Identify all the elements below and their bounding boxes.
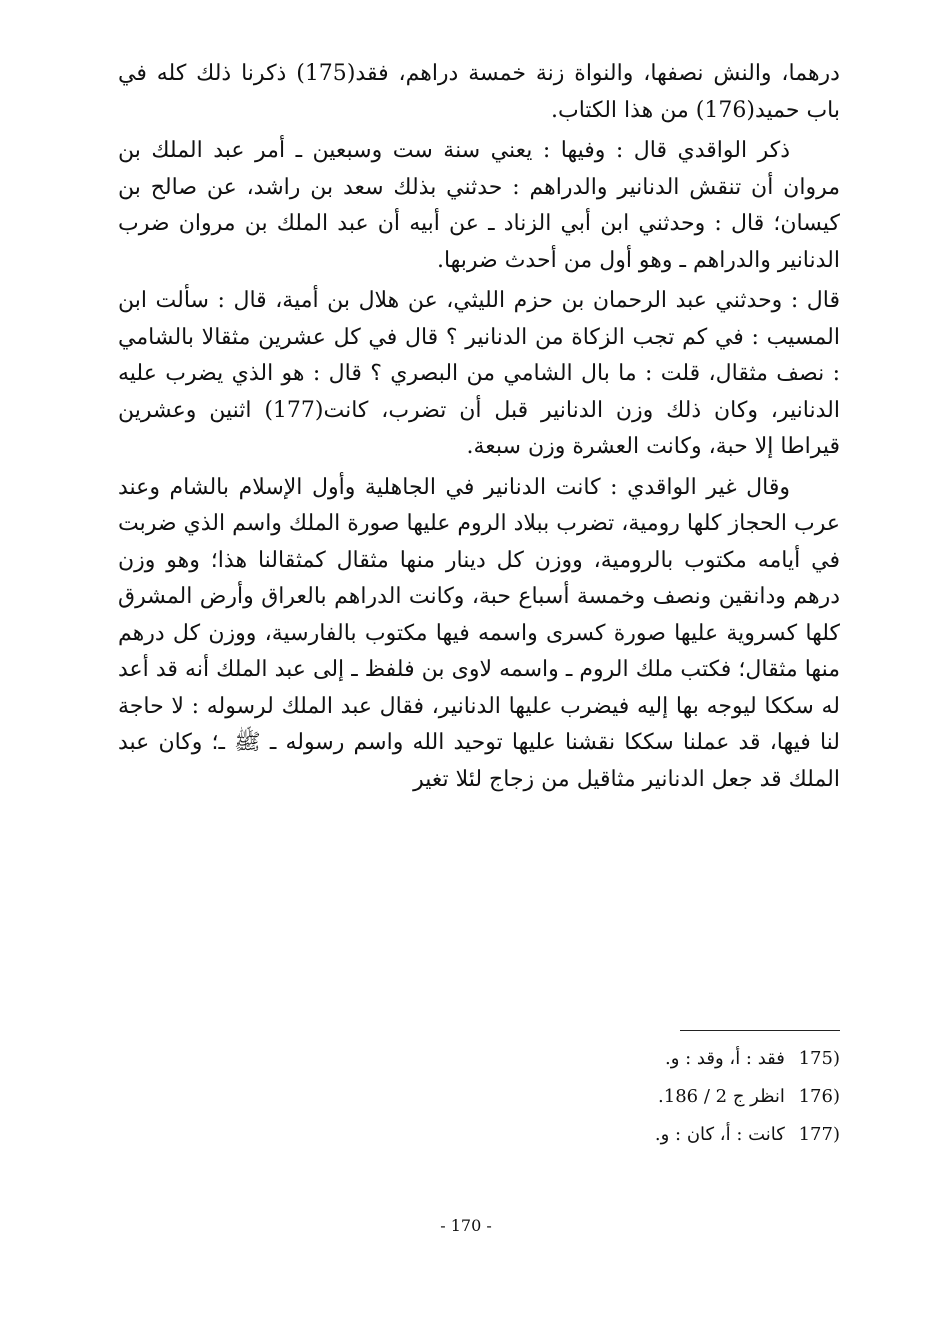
footnote-number: (175 [798, 1048, 840, 1069]
paragraph: قال : وحدثني عبد الرحمان بن حزم الليثي، عن هلال بن أمية، قال : سألت ابن المسيب : في كم تجب الزكاة من الدنانير ؟ قال في كل عشرين مثقالا بالشامي : نصف مثقال، قلت : ما بال الشامي من البصري ؟ قال : هو الذي يضرب عليه الدنانير، وكان ذلك وزن الدنانير قبل أن تضرب، كانت(177) اثنين وعشرين قيراطا إلا حبة، وكانت العشرة وزن سبعة. [118, 288, 840, 459]
footnote-number: (177 [798, 1124, 840, 1145]
main-text [118, 56, 840, 802]
footnote-item [500, 1116, 840, 1154]
footnote-item [500, 1040, 840, 1078]
footnote-number: (176 [798, 1086, 840, 1107]
footnote-divider [680, 1030, 840, 1031]
footnote-text: انظر ج 2 / 186. [658, 1086, 785, 1107]
paragraph: ذكر الواقدي قال : وفيها : يعني سنة ست وسبعين ـ أمر عبد الملك بن مروان أن تنقش الدنانير والدراهم : حدثني بذلك سعد بن راشد، عن صالح بن كيسان؛ قال : وحدثني ابن أبي الزناد ـ عن أبيه أن عبد الملك بن مروان ضرب الدنانير والدراهم ـ وهو أول من أحدث ضربها. [118, 138, 840, 273]
paragraph: وقال غير الواقدي : كانت الدنانير في الجاهلية وأول الإسلام بالشام وعند عرب الحجاز كلها رومية، تضرب ببلاد الروم عليها صورة الملك واسم الذي ضربت في أيامه مكتوب بالرومية، ووزن كل دينار منها مثقال كمثقالنا هذا؛ وهو وزن درهم ودانقين ونصف وخمسة أسباع حبة، وكانت الدراهم بالعراق وأرض المشرق كلها كسروية عليها صورة كسرى واسمه فيها مكتوب بالفارسية، ووزن كل درهم منها مثقال؛ فكتب ملك الروم ـ واسمه لاوى بن فلفظ ـ إلى عبد الملك أنه قد أعد له سككا ليوجه بها إليه فيضرب عليها الدنانير، فقال عبد الملك لرسوله : لا حاجة لنا فيها، قد عملنا سككا نقشنا عليها توحيد الله واسم رسوله ـ ﷺ ـ؛ وكان عبد الملك قد جعل الدنانير مثاقيل من زجاج لئلا تغير [118, 474, 840, 792]
footnotes [500, 1040, 840, 1154]
footnote-text: كانت : أ، كان : و. [654, 1124, 785, 1145]
footnote-text: فقد : أ، وقد : و. [665, 1048, 785, 1069]
page-number: - 170 - [440, 1216, 492, 1235]
footnote-item [500, 1078, 840, 1116]
paragraph: درهما، والنش نصفها، والنواة زنة خمسة دراهم، فقد(175) ذكرنا ذلك كله في باب حميد(176) من هذا الكتاب. [118, 61, 840, 123]
